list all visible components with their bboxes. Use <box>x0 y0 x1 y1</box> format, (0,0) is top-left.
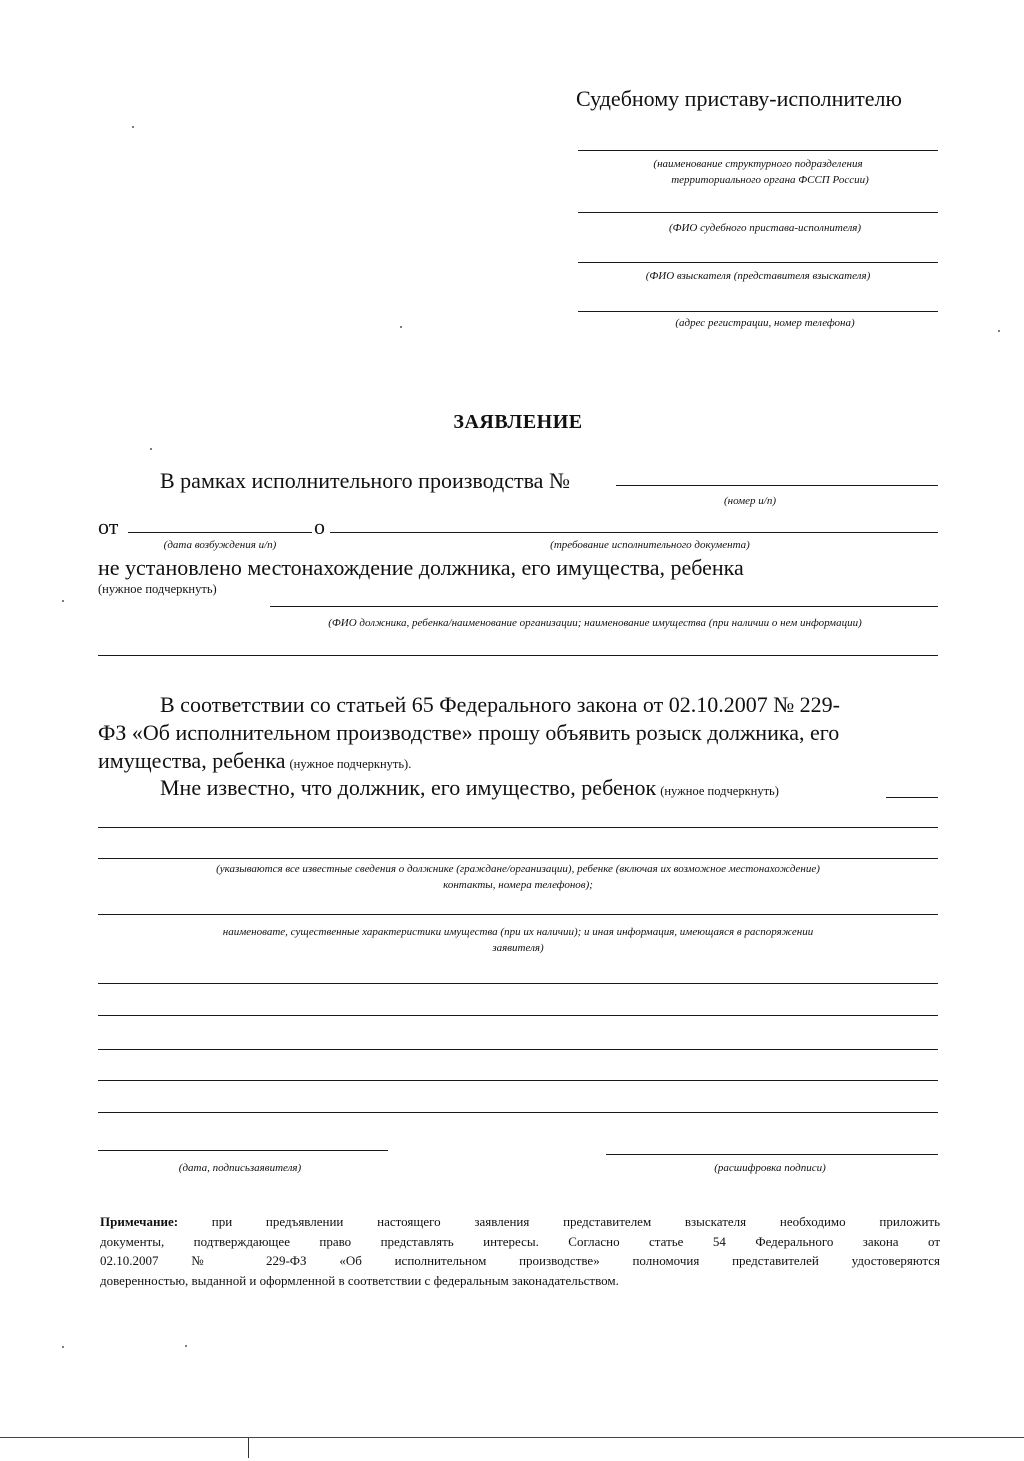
note-line-1 <box>100 1212 940 1232</box>
info-line-7 <box>98 1080 938 1081</box>
info-line-3 <box>98 914 938 915</box>
known-line <box>160 775 779 801</box>
paragraph-line-3 <box>98 748 411 774</box>
scan-speck <box>150 448 152 450</box>
addressee: Судебному приставу-исполнителю <box>576 86 902 111</box>
scan-edge-line <box>0 1437 1024 1438</box>
paragraph-line-2: ФЗ «Об исполнительном производстве» прошу объявить розыск должника, его <box>98 720 840 745</box>
caption-property-2: заявителя) <box>492 942 544 954</box>
paragraph-line-1: В соответствии со статьей 65 Федерального закона от 02.10.2007 № 229- <box>160 692 841 717</box>
info-line-2 <box>98 858 938 859</box>
scan-speck <box>132 126 134 128</box>
scan-speck <box>400 326 402 328</box>
about-label: о <box>314 514 325 539</box>
info-line-1 <box>98 827 938 828</box>
note-line-1-text: при предъявлении настоящего заявления представителем взыскателя необходимо приложить <box>211 1214 941 1229</box>
date-signature-line <box>98 1150 388 1151</box>
scan-speck <box>185 1345 187 1347</box>
date-line <box>128 532 312 533</box>
caption-date-signature: (дата, подписьзаявителя) <box>178 1162 302 1174</box>
caption-decode: (расшифровка подписи) <box>714 1162 826 1174</box>
address-line <box>578 311 938 312</box>
scan-speck <box>998 330 1000 332</box>
note-line-4: доверенностью, выданной и оформленной в соответствии с федеральным законадательством. <box>100 1272 619 1288</box>
requirement-line <box>330 532 938 533</box>
caption-known-1: (указываются все известные сведения о должнике (граждане/организации), ребенке (включая их возможное местонахождение) <box>216 863 820 875</box>
document-title: ЗАЯВЛЕНИЕ <box>453 411 583 433</box>
known-text: Мне известно, что должник, его имущество, ребенок <box>160 775 657 800</box>
caption-debtor: (ФИО должника, ребенка/наименование организации; наименование имущества (при наличии о нем информации) <box>328 617 862 629</box>
note-line-2: документы, подтверждающее право представлять интересы. Согласно статье 54 Федерального закона от <box>100 1233 940 1249</box>
info-line-4 <box>98 983 938 984</box>
caption-address: (адрес регистрации, номер телефона) <box>675 317 855 329</box>
claimant-line <box>578 262 938 263</box>
caption-known-2: контакты, номера телефонов); <box>443 879 593 891</box>
caption-claimant: (ФИО взыскателя (представителя взыскателя) <box>645 270 871 282</box>
note-block <box>100 1212 940 1290</box>
debtor-line-2 <box>98 655 938 656</box>
decode-signature-line <box>606 1154 938 1155</box>
underline-note-3: (нужное подчеркнуть) <box>660 784 779 798</box>
caption-date: (дата возбуждения и/п) <box>163 539 277 551</box>
caption-unit: (наименование структурного подразделения <box>653 158 863 170</box>
underline-note-1: (нужное подчеркнуть) <box>98 582 217 596</box>
info-line-5 <box>98 1015 938 1016</box>
proceedings-text: В рамках исполнительного производства № <box>160 468 570 493</box>
info-line-8 <box>98 1112 938 1113</box>
caption-property-1: наименовате, существенные характеристики имущества (при их наличии); и иная информация, имеющаяся в распоряжении <box>222 926 814 938</box>
underline-note-2: (нужное подчеркнуть). <box>289 757 412 771</box>
caption-unit-2: территориального органа ФССП России) <box>671 174 869 186</box>
unit-line <box>578 150 938 151</box>
info-line-6 <box>98 1049 938 1050</box>
note-line-3: 02.10.2007 № 229-ФЗ «Об исполнительном производстве» полномочия представителей удостоверяются <box>100 1253 940 1268</box>
caption-bailiff: (ФИО судебного пристава-исполнителя) <box>668 222 862 234</box>
not-found-text: не установлено местонахождение должника, его имущества, ребенка <box>98 555 744 580</box>
scan-edge-tick <box>248 1438 249 1458</box>
caption-requirement: (требование исполнительного документа) <box>550 539 750 551</box>
paragraph-line-3-text: имущества, ребенка <box>98 748 286 773</box>
scan-speck <box>62 1346 64 1348</box>
proceedings-number-line <box>616 485 938 486</box>
known-line-end <box>886 797 938 798</box>
from-label: от <box>98 514 119 539</box>
note-label: Примечание: <box>100 1214 179 1229</box>
caption-number: (номер и/п) <box>723 495 777 507</box>
scan-speck <box>62 600 64 602</box>
bailiff-line <box>578 212 938 213</box>
debtor-line <box>270 606 938 607</box>
